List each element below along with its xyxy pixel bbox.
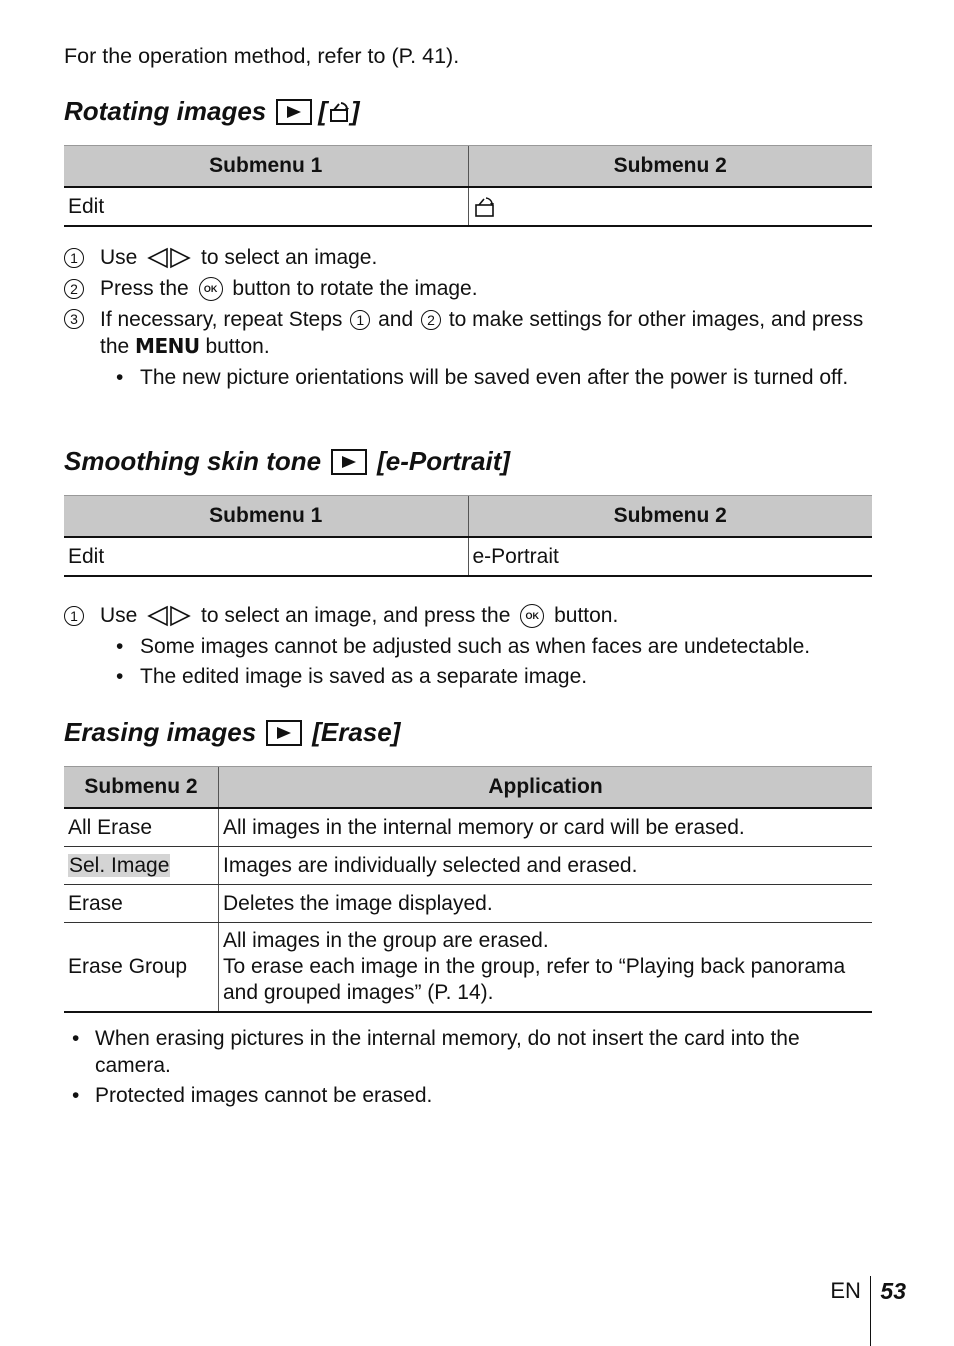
step-number: 1	[64, 606, 84, 626]
ok-button-icon: OK	[520, 604, 544, 628]
heading-title: Erasing images	[64, 717, 257, 747]
step-text: button.	[554, 604, 619, 627]
rotate-submenu-table	[64, 145, 872, 227]
step-number: 3	[64, 309, 84, 329]
step-1	[64, 244, 872, 271]
menu-button-label: MENU	[135, 334, 200, 358]
cell-desc: Images are individually selected and erased.	[219, 847, 873, 885]
heading-rotating-images	[64, 96, 360, 127]
cell-desc: Deletes the image displayed.	[219, 885, 873, 923]
step-2	[64, 275, 872, 302]
header-submenu-2: Submenu 2	[468, 146, 872, 188]
erase-submenu-table	[64, 766, 872, 1013]
cell-name: Erase	[64, 885, 219, 923]
header-application: Application	[219, 767, 873, 809]
bullet-item	[64, 364, 872, 391]
language-label: EN	[830, 1278, 861, 1303]
heading-bracket: [Erase]	[312, 717, 401, 747]
heading-smoothing-skin-tone	[64, 446, 510, 477]
step-text: Press the	[100, 277, 189, 300]
header-submenu-2: Submenu 2	[64, 767, 219, 809]
step-3	[64, 306, 872, 360]
cell-desc	[219, 923, 873, 1013]
table-row	[64, 885, 872, 923]
step-text: and	[378, 308, 414, 331]
cell-edit: Edit	[64, 187, 468, 226]
bullet-text: The new picture orientations will be saved even after the power is turned off.	[140, 366, 849, 389]
play-icon	[331, 449, 367, 475]
step-1	[64, 602, 872, 629]
rotate-steps	[64, 244, 872, 394]
step-ref: 2	[421, 310, 441, 330]
cell-desc: All images in the internal memory or card will be erased.	[219, 808, 873, 847]
left-right-arrows-icon	[147, 247, 191, 269]
eportrait-steps	[64, 602, 872, 693]
bullet-text: Protected images cannot be erased.	[95, 1084, 433, 1107]
bullet-dot: •	[72, 1027, 80, 1050]
highlighted-label: Sel. Image	[69, 853, 170, 877]
desc-line: To erase each image in the group, refer to “Playing back panorama and grouped images” (P. 14).	[223, 955, 846, 1004]
step-text: Use	[100, 246, 138, 269]
table-row	[64, 847, 872, 885]
desc-line: All images in the group are erased.	[223, 929, 549, 952]
ok-button-icon: OK	[199, 277, 223, 301]
play-icon	[266, 720, 302, 746]
cell-eportrait: e-Portrait	[468, 537, 872, 576]
header-submenu-2: Submenu 2	[468, 496, 872, 538]
page-footer	[830, 1276, 906, 1346]
table-row	[64, 808, 872, 847]
rotate-icon	[473, 195, 497, 219]
erase-notes	[72, 1025, 872, 1112]
header-submenu-1: Submenu 1	[64, 146, 468, 188]
intro-text: For the operation method, refer to (P. 41).	[64, 44, 460, 68]
step-text: button.	[205, 335, 270, 358]
page-number: 53	[880, 1278, 906, 1304]
eportrait-submenu-table	[64, 495, 872, 577]
step-text: Use	[100, 604, 138, 627]
cell-name	[64, 847, 219, 885]
table-row	[64, 923, 872, 1013]
step-text: button to rotate the image.	[232, 277, 478, 300]
bullet-text: The edited image is saved as a separate image.	[140, 665, 588, 688]
bullet-dot: •	[116, 366, 124, 389]
cell-name: Erase Group	[64, 923, 219, 1013]
step-number: 1	[64, 248, 84, 268]
bullet-dot: •	[116, 665, 124, 688]
rotate-icon	[327, 100, 351, 124]
cell-edit: Edit	[64, 537, 468, 576]
bullet-text: Some images cannot be adjusted such as when faces are undetectable.	[140, 635, 811, 658]
heading-bracket: [e-Portrait]	[377, 446, 511, 476]
bullet-item	[64, 633, 872, 660]
heading-title: Rotating images	[64, 96, 267, 126]
bullet-dot: •	[116, 635, 124, 658]
step-text: to make settings for other images, and press the	[100, 308, 864, 358]
bracket-close: ]	[350, 96, 360, 126]
cell-rotate-icon	[468, 187, 872, 226]
bracket-open: [	[318, 96, 327, 126]
cell-name: All Erase	[64, 808, 219, 847]
heading-title: Smoothing skin tone	[64, 446, 322, 476]
play-icon	[276, 99, 312, 125]
bullet-text: When erasing pictures in the internal memory, do not insert the card into the camera.	[95, 1027, 800, 1077]
bullet-item	[64, 663, 872, 690]
step-text: to select an image, and press the	[201, 604, 511, 627]
bullet-item	[72, 1025, 872, 1079]
left-right-arrows-icon	[147, 605, 191, 627]
step-text: If necessary, repeat Steps	[100, 308, 343, 331]
step-text: to select an image.	[201, 246, 378, 269]
step-ref: 1	[350, 310, 370, 330]
step-number: 2	[64, 279, 84, 299]
header-submenu-1: Submenu 1	[64, 496, 468, 538]
bullet-dot: •	[72, 1084, 80, 1107]
bullet-item	[72, 1082, 872, 1109]
heading-erasing-images	[64, 717, 400, 748]
